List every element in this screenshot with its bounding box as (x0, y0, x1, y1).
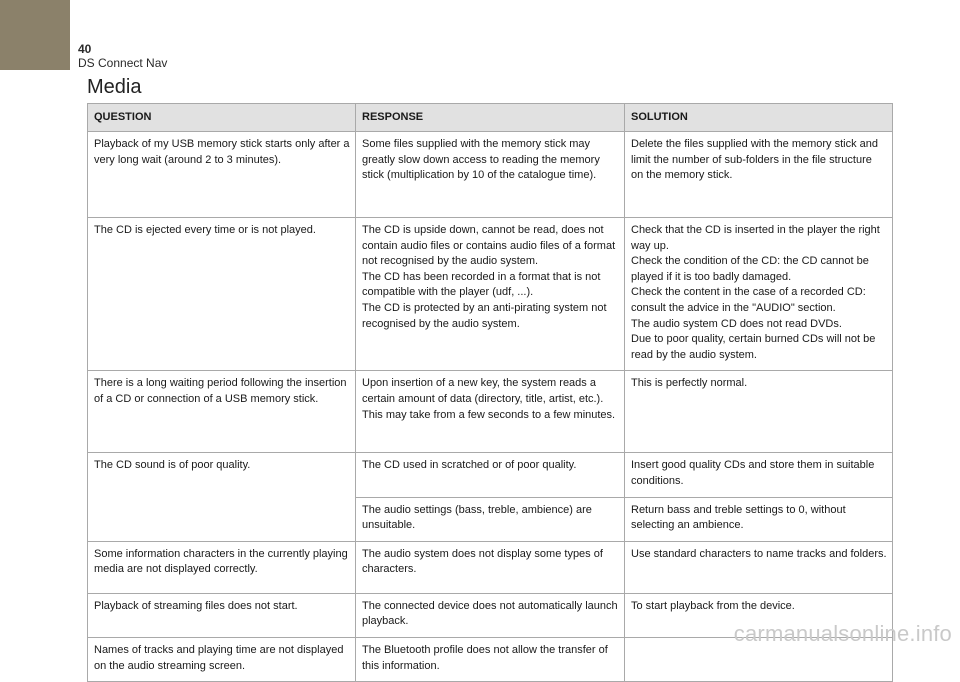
solution-cell: Return bass and treble settings to 0, without selecting an ambience. (625, 497, 893, 541)
watermark: carmanualsonline.info (733, 621, 952, 646)
section-label: DS Connect Nav (78, 56, 168, 70)
solution-cell: Delete the files supplied with the memory stick and limit the number of sub-folders in the file structure on the memory stick. (625, 132, 893, 218)
table-row (88, 132, 893, 218)
question-cell: Some information characters in the currently playing media are not displayed correctly. (88, 541, 356, 593)
question-cell: Names of tracks and playing time are not displayed on the audio streaming screen. (88, 637, 356, 681)
solution-cell: To start playback from the device. (625, 593, 893, 637)
response-cell: The CD is upside down, cannot be read, does not contain audio files or contains audio files of a format not recognised by the audio system. The CD has been recorded in a format that is not compatible with the player (udf, ...). The CD is protected by an anti-pirating system not recognised by the audio system. (356, 218, 625, 371)
column-header-response: RESPONSE (356, 104, 625, 132)
question-cell: There is a long waiting period following the insertion of a CD or connection of a USB memory stick. (88, 371, 356, 453)
table-row (88, 541, 893, 593)
response-cell: The CD used in scratched or of poor quality. (356, 453, 625, 497)
column-header-solution: SOLUTION (625, 104, 893, 132)
response-cell: Upon insertion of a new key, the system reads a certain amount of data (directory, title, artist, etc.). This may take from a few seconds to a few minutes. (356, 371, 625, 453)
question-cell: Playback of streaming files does not start. (88, 593, 356, 637)
table-row (88, 371, 893, 453)
corner-color-block (0, 0, 70, 70)
solution-cell: Use standard characters to name tracks and folders. (625, 541, 893, 593)
solution-cell: This is perfectly normal. (625, 371, 893, 453)
response-cell: The audio settings (bass, treble, ambience) are unsuitable. (356, 497, 625, 541)
solution-cell: Check that the CD is inserted in the player the right way up. Check the condition of the CD: the CD cannot be played if it is too badly damaged. Check the content in the case of a recorded CD: consult the advice in the "AUDIO" section. The audio system CD does not read DVDs. Due to poor quality, certain burned CDs will not be read by the audio system. (625, 218, 893, 371)
question-cell: The CD is ejected every time or is not played. (88, 218, 356, 371)
table-header-row (88, 104, 893, 132)
question-cell: The CD sound is of poor quality. (88, 453, 356, 541)
solution-cell: Insert good quality CDs and store them in suitable conditions. (625, 453, 893, 497)
page-title: Media (87, 76, 142, 98)
question-cell: Playback of my USB memory stick starts only after a very long wait (around 2 to 3 minutes). (88, 132, 356, 218)
table-row (88, 218, 893, 371)
table-row (88, 453, 893, 497)
column-header-question: QUESTION (88, 104, 356, 132)
response-cell: Some files supplied with the memory stick may greatly slow down access to reading the memory stick (multiplication by 10 of the catalogue time). (356, 132, 625, 218)
response-cell: The audio system does not display some types of characters. (356, 541, 625, 593)
response-cell: The Bluetooth profile does not allow the transfer of this information. (356, 637, 625, 681)
response-cell: The connected device does not automatically launch playback. (356, 593, 625, 637)
troubleshooting-table (87, 103, 893, 682)
page-number: 40 (78, 42, 92, 56)
